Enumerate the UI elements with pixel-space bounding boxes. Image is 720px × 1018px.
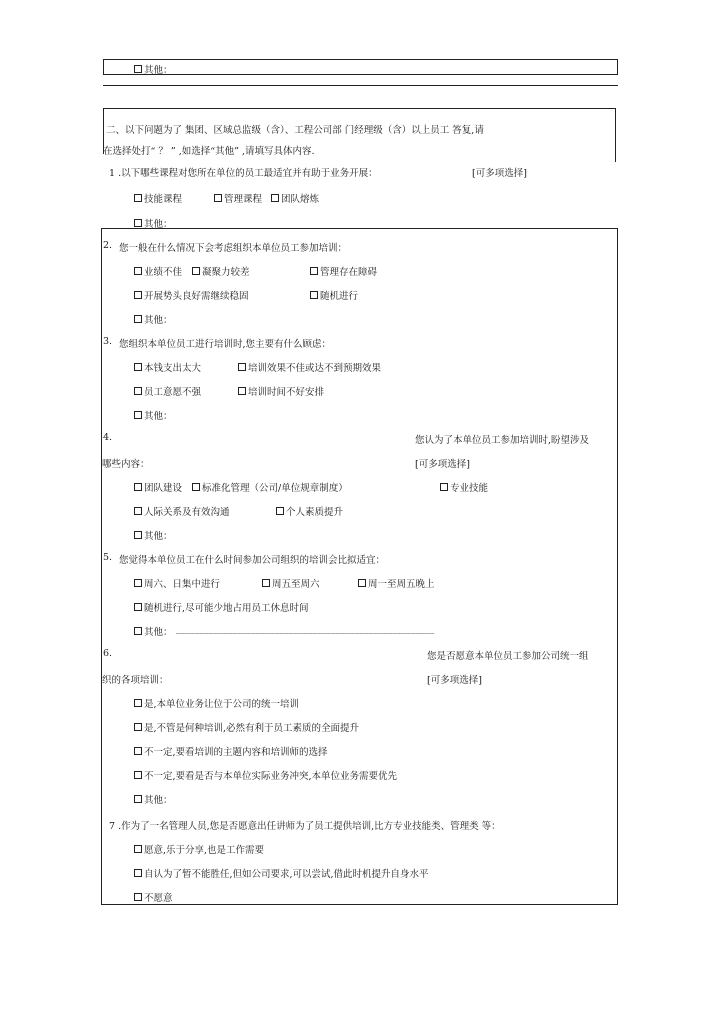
checkbox-icon — [238, 387, 246, 395]
q1-text: 1 .以下哪些课程对您所在单位的员工最适宜并有助于业务开展： — [109, 168, 378, 179]
q4-option-professional-skills[interactable] — [440, 480, 488, 494]
q7-option-label: 不愿意 — [144, 893, 173, 904]
q4-option-other[interactable] — [134, 528, 173, 542]
checkbox-icon — [134, 194, 142, 202]
checkbox-icon — [134, 603, 142, 611]
checkbox-icon — [134, 315, 142, 323]
main-box-right-border — [617, 228, 618, 905]
q5-option-label: 随机进行,尽可能少地占用员工休息时间 — [144, 603, 309, 614]
q1-option-team[interactable] — [271, 191, 319, 205]
q6-option-depends-content[interactable] — [134, 744, 328, 758]
top-box-bottom-border — [103, 74, 618, 75]
checkbox-icon — [134, 65, 142, 73]
q3-option-label: 其他： — [144, 411, 173, 422]
q4-option-label: 人际关系及有效沟通 — [144, 507, 230, 518]
q6-option-yes-beneficial[interactable] — [134, 720, 359, 734]
q2-text: 您一般在什么情况下会考虑组织本单位员工参加培训： — [119, 243, 348, 254]
checkbox-icon — [134, 869, 142, 877]
checkbox-icon — [262, 579, 270, 587]
q5-option-label: 周一至周五晚上 — [368, 579, 435, 590]
checkbox-icon — [134, 795, 142, 803]
q6-option-label: 是,不管是何种培训,必然有利于员工素质的全面提升 — [144, 723, 360, 734]
checkbox-icon — [134, 219, 142, 227]
checkbox-icon — [134, 893, 142, 901]
q7-option-label: 愿意,乐于分享,也是工作需要 — [144, 845, 265, 856]
q4-option-communication[interactable] — [134, 504, 230, 518]
q3-option-label: 员工意愿不强 — [144, 387, 202, 398]
q3-option-cost[interactable] — [134, 360, 201, 374]
q2-option-label: 随机进行 — [320, 291, 359, 302]
checkbox-icon — [310, 267, 318, 275]
q3-number: 3. — [103, 336, 113, 347]
q2-option-good-momentum[interactable] — [134, 288, 249, 302]
main-box-left-border — [101, 228, 102, 905]
q1-option-management-label: 管理课程 — [224, 194, 263, 205]
checkbox-icon — [358, 579, 366, 587]
checkbox-icon — [134, 531, 142, 539]
q4-option-team-building[interactable] — [134, 480, 182, 494]
checkbox-icon — [192, 483, 200, 491]
section2-right-border-upper — [615, 108, 616, 162]
top-row-other-label: 其他： — [144, 65, 173, 76]
q7-option-unwilling[interactable] — [134, 890, 173, 904]
q3-option-label: 培训效果不佳或达不到预期效果 — [248, 363, 382, 374]
q6-option-label: 其他： — [144, 795, 173, 806]
q6-text-right: 您是否愿意本单位员工参加公司统一组 — [427, 651, 589, 662]
section2-heading-line2: 在选择处打“ ？ ” ,如选择“其他” ,请填写具体内容. — [103, 146, 315, 157]
q7-option-try[interactable] — [134, 866, 429, 880]
q4-option-label: 个人素质提升 — [286, 507, 344, 518]
checkbox-icon — [192, 267, 200, 275]
checkbox-icon — [134, 483, 142, 491]
q6-option-yes-yield[interactable] — [134, 696, 299, 710]
checkbox-icon — [134, 291, 142, 299]
q4-option-label: 专业技能 — [450, 483, 489, 494]
checkbox-icon — [238, 363, 246, 371]
checkbox-icon — [134, 579, 142, 587]
q4-option-label: 其他： — [144, 531, 173, 542]
q7-text: 7 .作为了一名管理人员,您是否愿意出任讲师为了员工提供培训,比方专业技能类、管理类 等： — [109, 821, 501, 832]
q2-option-label: 其他： — [144, 315, 173, 326]
q4-option-personal-quality[interactable] — [276, 504, 343, 518]
q5-option-weekend[interactable] — [134, 576, 220, 590]
q4-option-standardization[interactable] — [192, 480, 348, 494]
q1-option-other[interactable] — [134, 216, 173, 230]
q6-text-left: 织的各项培训： — [102, 675, 169, 686]
q6-option-label: 是,本单位业务让位于公司的统一培训 — [144, 699, 300, 710]
checkbox-icon — [440, 483, 448, 491]
q5-option-label: 周六、日集中进行 — [144, 579, 221, 590]
checkbox-icon — [134, 845, 142, 853]
checkbox-icon — [134, 387, 142, 395]
q2-option-random[interactable] — [310, 288, 358, 302]
q2-option-other[interactable] — [134, 312, 173, 326]
checkbox-icon — [134, 747, 142, 755]
checkbox-icon — [134, 771, 142, 779]
q1-option-skills[interactable] — [134, 191, 182, 205]
top-box-top-border — [103, 59, 618, 60]
q7-option-label: 自认为了暂不能胜任,但如公司要求,可以尝试,借此时机提升自身水平 — [144, 869, 429, 880]
main-box-top-border — [101, 228, 618, 229]
q3-option-other[interactable] — [134, 408, 173, 422]
q5-option-random[interactable] — [134, 600, 309, 614]
q3-option-label: 培训时间不好安排 — [248, 387, 325, 398]
q5-other-fill-blank[interactable]: _______________________________________________________ — [176, 624, 435, 634]
q5-option-label: 其他： — [144, 627, 173, 638]
q5-text: 您觉得本单位员工在什么时间参加公司组织的培训会比拟适宜： — [119, 555, 386, 566]
q2-option-low-cohesion[interactable] — [192, 264, 250, 278]
checkbox-icon — [134, 267, 142, 275]
q3-option-schedule[interactable] — [238, 384, 324, 398]
q7-option-willing[interactable] — [134, 842, 264, 856]
checkbox-icon — [310, 291, 318, 299]
q1-multi-select-note: [可多项选择] — [472, 168, 527, 179]
q5-option-fri-sat[interactable] — [262, 576, 320, 590]
q6-option-label: 不一定,要看培训的主题内容和培训师的选择 — [144, 747, 328, 758]
checkbox-icon — [134, 363, 142, 371]
q2-option-label: 开展势头良好需继续稳固 — [144, 291, 249, 302]
q6-multi-select-note: [可多项选择] — [427, 675, 482, 686]
q3-option-effect[interactable] — [238, 360, 381, 374]
checkbox-icon — [271, 194, 279, 202]
q4-number: 4. — [103, 432, 113, 443]
q5-option-label: 周五至周六 — [272, 579, 320, 590]
checkbox-icon — [134, 723, 142, 731]
checkbox-icon — [276, 507, 284, 515]
q4-option-label: 标准化管理（公司/单位规章制度） — [202, 483, 348, 494]
main-box-bottom-border — [101, 904, 618, 905]
q6-option-other[interactable] — [134, 792, 173, 806]
q6-number: 6. — [103, 648, 113, 659]
q4-option-label: 团队建设 — [144, 483, 183, 494]
q4-multi-select-note: [可多项选择] — [415, 459, 470, 470]
q3-option-label: 本钱支出太大 — [144, 363, 202, 374]
separator-line — [103, 85, 618, 86]
q1-option-skills-label: 技能课程 — [144, 194, 183, 205]
q2-option-label: 业绩不佳 — [144, 267, 183, 278]
checkbox-icon — [134, 699, 142, 707]
q3-option-willingness[interactable] — [134, 384, 201, 398]
q1-option-other-label: 其他： — [144, 219, 173, 230]
q5-option-weekday-evenings[interactable] — [358, 576, 435, 590]
checkbox-icon — [214, 194, 222, 202]
top-box-left-border — [103, 59, 104, 75]
section2-heading-line1: 二、以下问题为了 集团、区域总监级（含）、工程公司部 门经理级（含）以上员工 答复,请 — [106, 125, 484, 136]
q6-option-depends-business[interactable] — [134, 768, 397, 782]
q2-option-label: 凝聚力较差 — [202, 267, 250, 278]
q2-option-poor-performance[interactable] — [134, 264, 182, 278]
section2-top-border — [103, 108, 616, 109]
top-box-right-border — [617, 59, 618, 75]
q5-option-other[interactable] — [134, 624, 173, 638]
top-row-other-option[interactable] — [134, 62, 173, 76]
checkbox-icon — [134, 627, 142, 635]
q1-option-management[interactable] — [214, 191, 262, 205]
q2-option-label: 管理存在障碍 — [320, 267, 378, 278]
q3-text: 您组织本单位员工进行培训时,您主要有什么顾虑： — [119, 339, 332, 350]
q4-text-left: 哪些内容： — [102, 459, 150, 470]
q4-text-right: 您认为了本单位员工参加培训时,盼望涉及 — [415, 435, 590, 446]
q2-number: 2. — [103, 240, 113, 251]
q1-option-team-label: 团队熔炼 — [281, 194, 320, 205]
checkbox-icon — [134, 507, 142, 515]
q6-option-label: 不一定,要看是否与本单位实际业务冲突,本单位业务需要优先 — [144, 771, 398, 782]
q5-number: 5. — [103, 552, 113, 563]
checkbox-icon — [134, 411, 142, 419]
q2-option-management-obstacle[interactable] — [310, 264, 377, 278]
